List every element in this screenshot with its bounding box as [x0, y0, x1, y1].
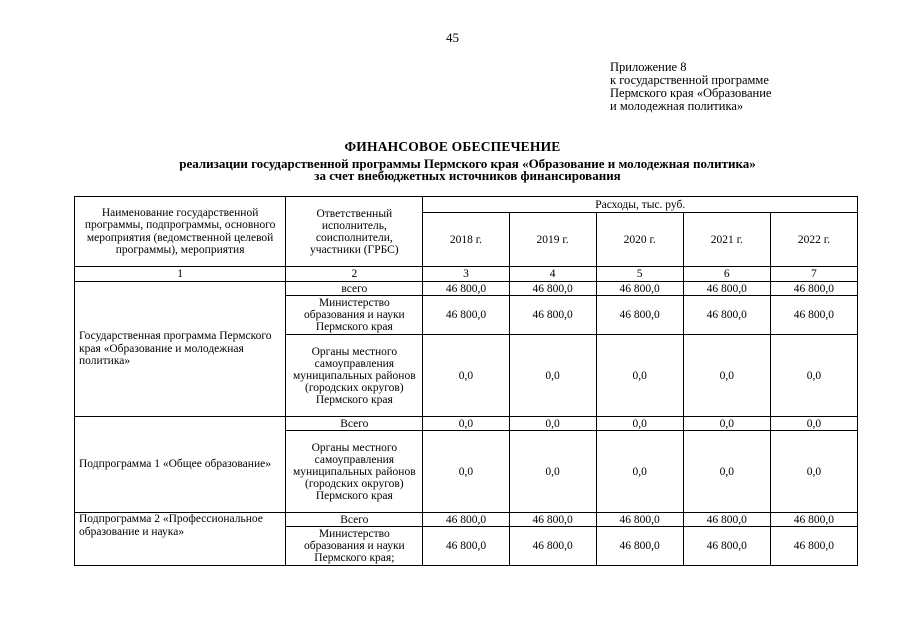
column-number: 2 [286, 267, 423, 282]
value-cell: 0,0 [683, 335, 770, 417]
header-executor: Ответственный исполнитель, соисполнители, участники (ГРБС) [286, 197, 423, 267]
header-year: 2018 г. [423, 213, 509, 267]
header-year: 2021 г. [683, 213, 770, 267]
column-number: 3 [423, 267, 509, 282]
value-cell: 46 800,0 [423, 296, 509, 335]
executor-cell: Всего [286, 417, 423, 431]
value-cell: 46 800,0 [683, 527, 770, 566]
value-cell: 0,0 [770, 431, 857, 513]
value-cell: 46 800,0 [423, 527, 509, 566]
value-cell: 46 800,0 [770, 296, 857, 335]
value-cell: 46 800,0 [423, 282, 509, 296]
subtitle-line: за счет внебюджетных источников финансирования [314, 168, 621, 183]
document-subtitle [0, 158, 905, 182]
appendix-line: Пермского края «Образование [610, 86, 772, 100]
header-year: 2022 г. [770, 213, 857, 267]
header-year: 2020 г. [596, 213, 683, 267]
header-year: 2019 г. [509, 213, 596, 267]
value-cell: 46 800,0 [683, 513, 770, 527]
value-cell: 46 800,0 [596, 296, 683, 335]
value-cell: 46 800,0 [683, 282, 770, 296]
subtitle-line: реализации государственной программы Пермского края «Образование и молодежная политика» [179, 156, 756, 171]
column-number: 1 [75, 267, 286, 282]
value-cell: 46 800,0 [509, 527, 596, 566]
value-cell: 0,0 [509, 431, 596, 513]
value-cell: 46 800,0 [423, 513, 509, 527]
value-cell: 0,0 [509, 417, 596, 431]
column-number: 7 [770, 267, 857, 282]
value-cell: 0,0 [509, 335, 596, 417]
executor-cell: всего [286, 282, 423, 296]
column-number: 6 [683, 267, 770, 282]
header-expenses: Расходы, тыс. руб. [423, 197, 858, 213]
value-cell: 0,0 [596, 335, 683, 417]
value-cell: 0,0 [683, 417, 770, 431]
value-cell: 46 800,0 [509, 296, 596, 335]
document-title: ФИНАНСОВОЕ ОБЕСПЕЧЕНИЕ [344, 139, 561, 154]
value-cell: 0,0 [770, 335, 857, 417]
value-cell: 0,0 [423, 431, 509, 513]
program-name: Подпрограмма 2 «Профессиональное образование и наука» [75, 513, 286, 566]
header-name: Наименование государственной программы, подпрограммы, основного мероприятия (ведомственной целевой программы), мероприятия [75, 197, 286, 267]
appendix-line: Приложение 8 [610, 60, 687, 74]
value-cell: 0,0 [423, 417, 509, 431]
financing-table [74, 196, 858, 566]
column-number: 4 [509, 267, 596, 282]
value-cell: 46 800,0 [509, 282, 596, 296]
value-cell: 46 800,0 [770, 527, 857, 566]
value-cell: 46 800,0 [596, 513, 683, 527]
value-cell: 46 800,0 [509, 513, 596, 527]
executor-cell: Всего [286, 513, 423, 527]
value-cell: 46 800,0 [596, 527, 683, 566]
program-name: Государственная программа Пермского края «Образование и молодежная политика» [75, 282, 286, 417]
executor-cell: Министерство образования и науки Пермского края [286, 296, 423, 335]
value-cell: 46 800,0 [770, 282, 857, 296]
column-number: 5 [596, 267, 683, 282]
program-name: Подпрограмма 1 «Общее образование» [75, 417, 286, 513]
executor-cell: Министерство образования и науки Пермского края; [286, 527, 423, 566]
executor-cell: Органы местного самоуправления муниципальных районов (городских округов) Пермского края [286, 431, 423, 513]
value-cell: 46 800,0 [596, 282, 683, 296]
value-cell: 0,0 [423, 335, 509, 417]
value-cell: 0,0 [596, 431, 683, 513]
executor-cell: Органы местного самоуправления муниципальных районов (городских округов) Пермского края [286, 335, 423, 417]
value-cell: 0,0 [683, 431, 770, 513]
value-cell: 46 800,0 [683, 296, 770, 335]
page-number: 45 [446, 30, 459, 45]
value-cell: 0,0 [770, 417, 857, 431]
appendix-line: к государственной программе [610, 73, 769, 87]
value-cell: 46 800,0 [770, 513, 857, 527]
appendix-note [610, 61, 870, 113]
value-cell: 0,0 [596, 417, 683, 431]
appendix-line: и молодежная политика» [610, 99, 744, 113]
